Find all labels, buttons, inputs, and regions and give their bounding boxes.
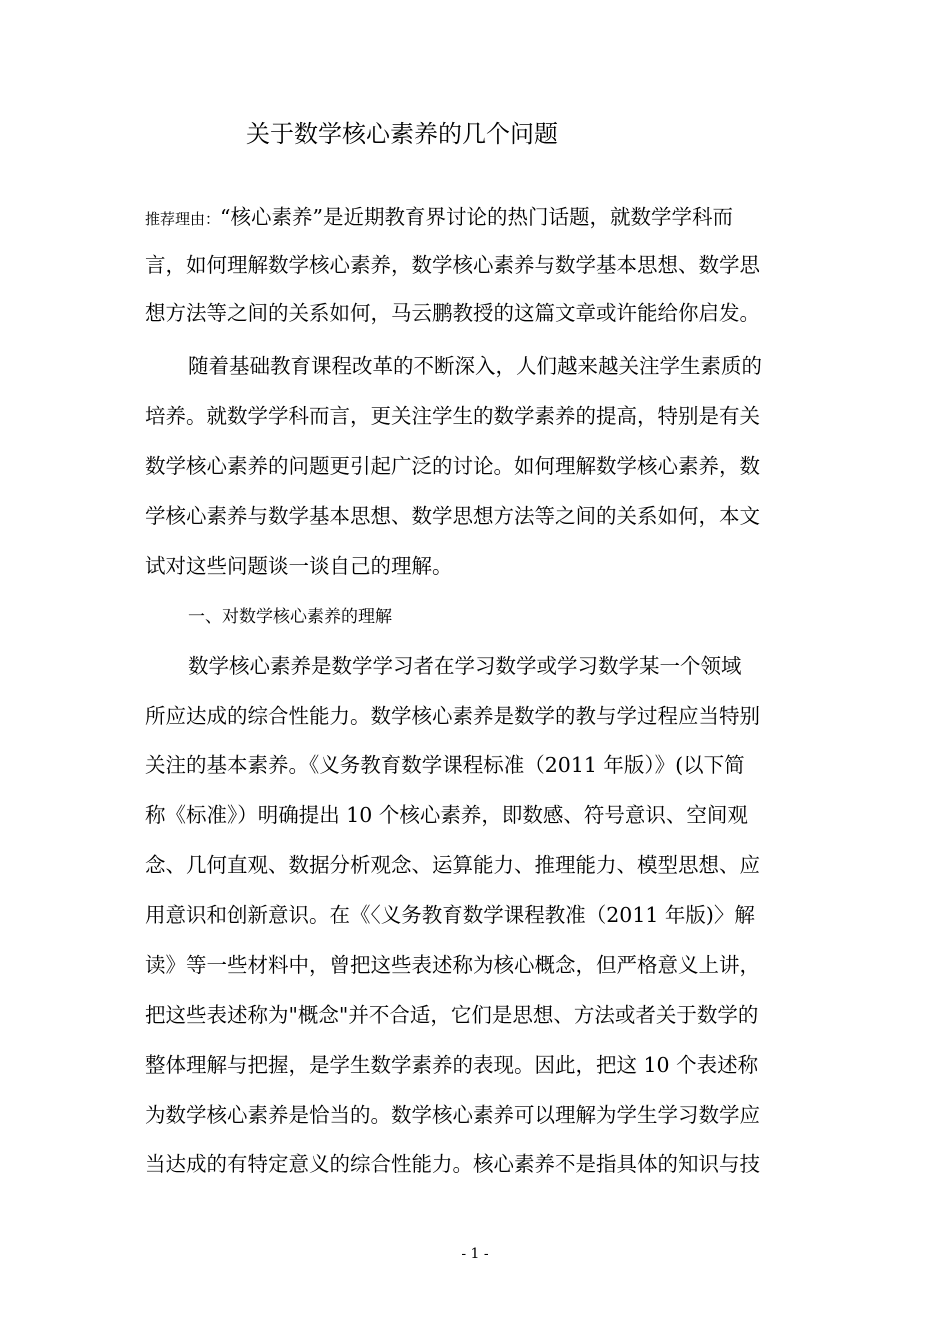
body-line-9: 整体理解与把握，是学生数学素养的表现。因此，把这 10 个表述称 — [145, 1053, 759, 1077]
intro-line-4: 学核心素养与数学基本思想、数学思想方法等之间的关系如何，本文 — [145, 504, 760, 528]
intro-line-3: 数学核心素养的问题更引起广泛的讨论。如何理解数学核心素养，数 — [145, 454, 760, 478]
document-title: 关于数学核心素养的几个问题 — [246, 120, 558, 148]
section-heading-1: 一、对数学核心素养的理解 — [188, 607, 392, 627]
body-line-3: 关注的基本素养。《义务教育数学课程标准（2011 年版）》(以下简 — [145, 753, 745, 777]
body-line-4: 称《标准》）明确提出 10 个核心素养，即数感、符号意识、空间观 — [145, 803, 748, 827]
intro-line-1: 随着基础教育课程改革的不断深入，人们越来越关注学生素质的 — [188, 354, 762, 378]
recommend-line-1 — [145, 202, 825, 234]
recommend-label: 推荐理由： — [145, 210, 221, 228]
body-line-6: 用意识和创新意识。在《〈义务教育数学课程教准（2011 年版)〉解 — [145, 903, 755, 927]
body-line-7: 读》等一些材料中，曾把这些表述称为核心概念，但严格意义上讲， — [145, 953, 760, 977]
body-line-5: 念、几何直观、数据分析观念、运算能力、推理能力、模型思想、应 — [145, 853, 760, 877]
body-line-11: 当达成的有特定意义的综合性能力。核心素养不是指具体的知识与技 — [145, 1152, 760, 1176]
body-line-10: 为数学核心素养是恰当的。数学核心素养可以理解为学生学习数学应 — [145, 1103, 760, 1127]
body-line-8: 把这些表述称为"概念"并不合适，它们是思想、方法或者关于数学的 — [145, 1003, 759, 1027]
recommend-line-2: 言，如何理解数学核心素养，数学核心素养与数学基本思想、数学思 — [145, 253, 760, 277]
body-line-1: 数学核心素养是数学学习者在学习数学或学习数学某一个领域 — [188, 654, 742, 678]
recommend-text-1: “核心素养”是近期教育界讨论的热门话题，就数学学科而 — [220, 205, 733, 229]
intro-line-2: 培养。就数学学科而言，更关注学生的数学素养的提高，特别是有关 — [145, 404, 760, 428]
recommend-line-3: 想方法等之间的关系如何，马云鹏教授的这篇文章或许能给你启发。 — [145, 301, 760, 325]
body-line-2: 所应达成的综合性能力。数学核心素养是数学的教与学过程应当特别 — [145, 704, 760, 728]
page-number: - 1 - — [461, 1246, 489, 1262]
intro-line-5: 试对这些问题谈一谈自己的理解。 — [145, 554, 453, 578]
